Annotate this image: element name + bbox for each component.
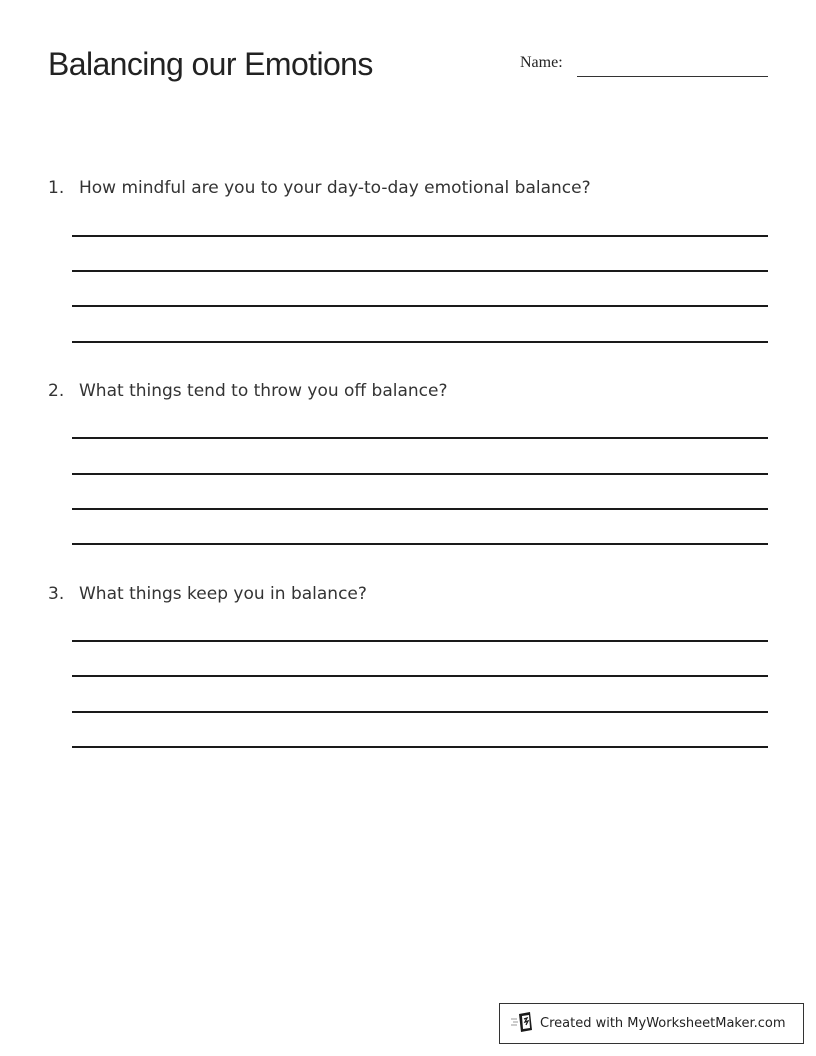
- answer-line[interactable]: [72, 473, 768, 475]
- question-text: What things keep you in balance?: [79, 584, 367, 604]
- worksheet-maker-logo-icon: [510, 1011, 540, 1037]
- answer-line[interactable]: [72, 711, 768, 713]
- question-3: [48, 584, 367, 604]
- answer-line[interactable]: [72, 235, 768, 237]
- footer-text: Created with MyWorksheetMaker.com: [540, 1016, 786, 1031]
- answer-line[interactable]: [72, 746, 768, 748]
- answer-line[interactable]: [72, 305, 768, 307]
- answer-line[interactable]: [72, 508, 768, 510]
- name-field-line[interactable]: [577, 76, 768, 77]
- answer-line[interactable]: [72, 675, 768, 677]
- answer-line[interactable]: [72, 341, 768, 343]
- question-number: 1.: [48, 178, 65, 198]
- question-text: What things tend to throw you off balance?: [79, 381, 448, 401]
- question-number: 3.: [48, 584, 65, 604]
- question-number: 2.: [48, 381, 65, 401]
- question-text: How mindful are you to your day-to-day emotional balance?: [79, 178, 591, 198]
- answer-line[interactable]: [72, 543, 768, 545]
- question-2: [48, 381, 448, 401]
- footer-credit[interactable]: [499, 1003, 804, 1044]
- answer-line[interactable]: [72, 640, 768, 642]
- page-title: Balancing our Emotions: [48, 46, 373, 82]
- answer-line[interactable]: [72, 270, 768, 272]
- question-1: [48, 178, 591, 198]
- answer-line[interactable]: [72, 437, 768, 439]
- name-label: Name:: [520, 54, 563, 71]
